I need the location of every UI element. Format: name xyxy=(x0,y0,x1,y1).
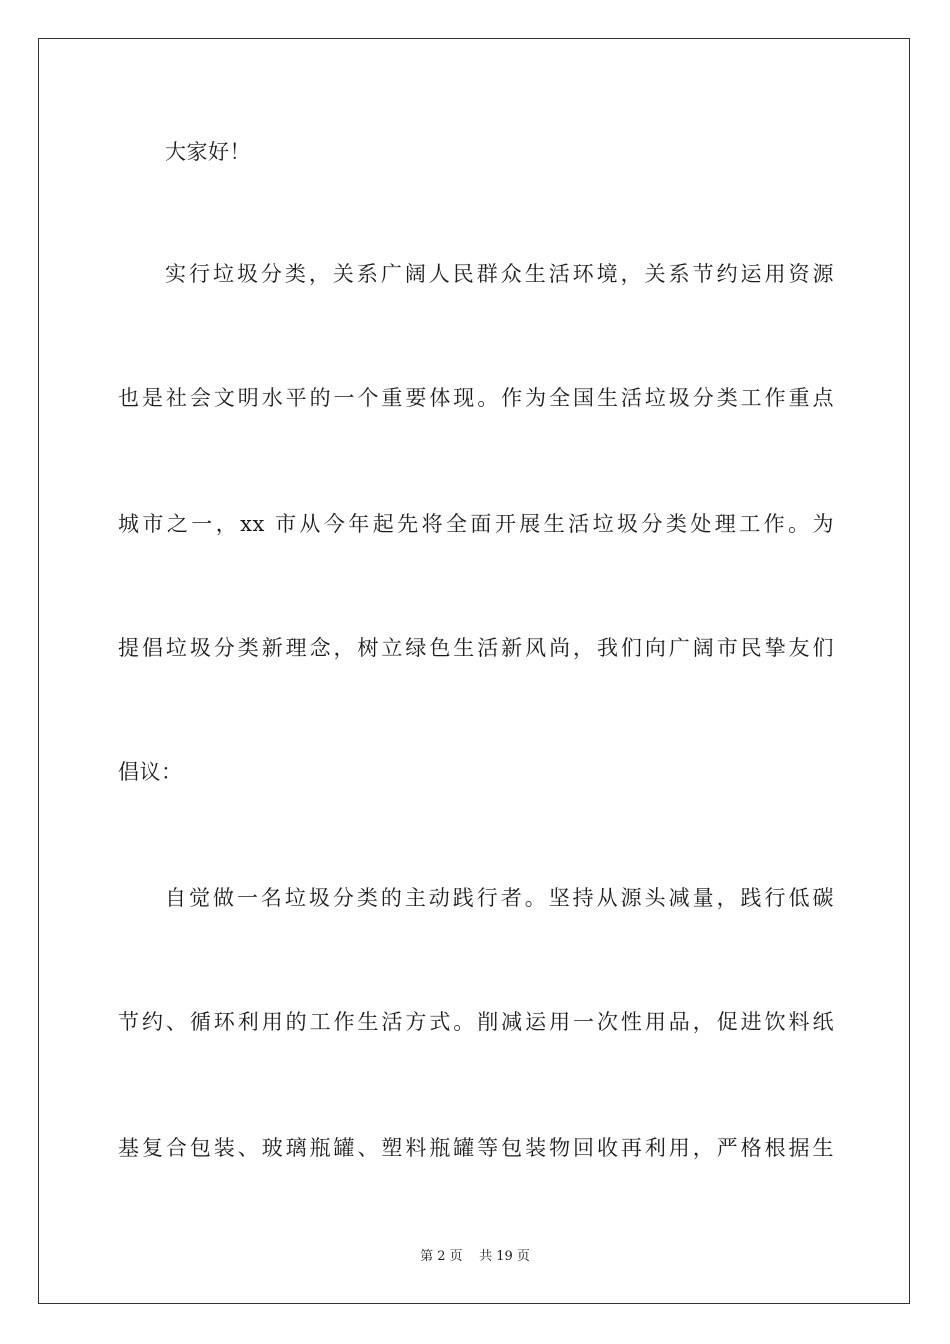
paragraph-line: 倡议： xyxy=(118,760,183,784)
paragraph-line: 基复合包装、玻璃瓶罐、塑料瓶罐等包装物回收再利用，严格根据生 xyxy=(118,1136,834,1160)
paragraph-line: 城市之一，xx 市从今年起先将全面开展生活垃圾分类处理工作。为 xyxy=(118,512,834,536)
paragraph-line: 自觉做一名垃圾分类的主动践行者。坚持从源头减量，践行低碳 xyxy=(165,886,834,910)
page-number-footer: 第 2 页 共 19 页 xyxy=(420,1249,530,1264)
greeting-line: 大家好！ xyxy=(165,140,251,164)
paragraph-line: 提倡垃圾分类新理念，树立绿色生活新风尚，我们向广阔市民挚友们 xyxy=(118,636,834,660)
paragraph-line: 实行垃圾分类，关系广阔人民群众生活环境，关系节约运用资源 xyxy=(165,262,834,286)
paragraph-line: 也是社会文明水平的一个重要体现。作为全国生活垃圾分类工作重点 xyxy=(118,386,834,410)
paragraph-line: 节约、循环利用的工作生活方式。削减运用一次性用品，促进饮料纸 xyxy=(118,1010,834,1034)
page-border xyxy=(38,38,910,1304)
